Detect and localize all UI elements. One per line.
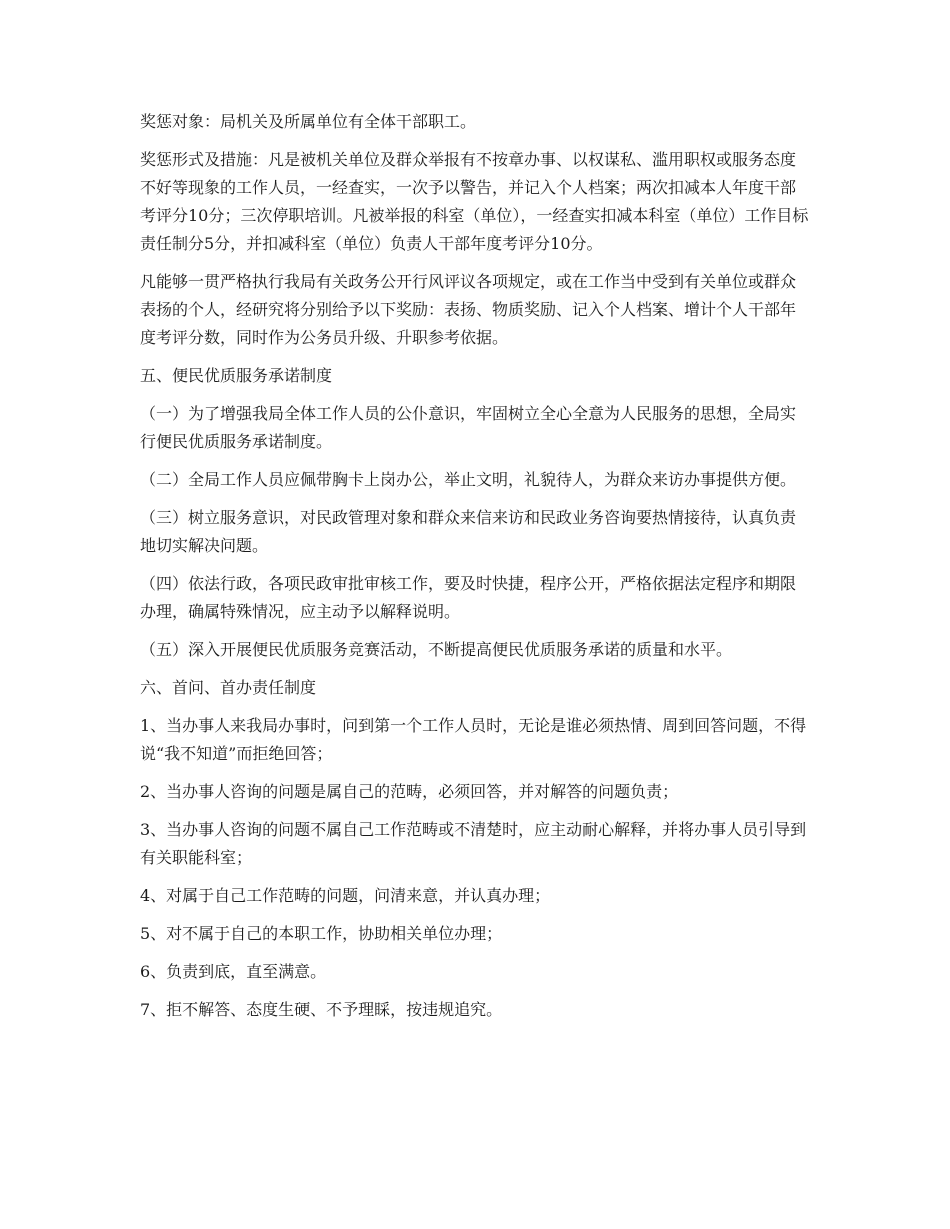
paragraph-reward-target: 奖惩对象：局机关及所属单位有全体干部职工。 (140, 112, 477, 131)
list-item-6-1: 1、当办事人来我局办事时，问到第一个工作人员时，无论是谁必须热情、周到回答问题，不得说“我不知道”而拒绝回答； (140, 716, 807, 763)
list-item-6-7: 7、拒不解答、态度生硬、不予理睬，按违规追究。 (140, 1000, 503, 1019)
list-item-6-2: 2、当办事人咨询的问题是属自己的范畴，必须回答，并对解答的问题负责； (140, 782, 679, 801)
list-item-5-1: （一）为了增强我局全体工作人员的公仆意识，牢固树立全心全意为人民服务的思想，全局实行便民优质服务承诺制度。 (140, 404, 797, 451)
list-item-6-3: 3、当办事人咨询的问题不属自己工作范畴或不清楚时，应主动耐心解释，并将办事人员引导到有关职能科室； (140, 820, 807, 867)
paragraph-reward-measures: 奖惩形式及措施：凡是被机关单位及群众举报有不按章办事、以权谋私、滥用职权或服务态度不好等现象的工作人员，一经查实，一次予以警告，并记入个人档案；两次扣减本人年度干部考评分10分；三次停职培训。凡被举报的科室（单位），一经查实扣减本科室（单位）工作目标责任制分5分，并扣减科室（单位）负责人干部年度考评分10分。 (140, 150, 809, 253)
list-item-5-3: （三）树立服务意识，对民政管理对象和群众来信来访和民政业务咨询要热情接待，认真负责地切实解决问题。 (140, 508, 797, 555)
list-item-5-2: （二）全局工作人员应佩带胸卡上岗办公，举止文明，礼貌待人，为群众来访办事提供方便。 (140, 470, 797, 489)
section-heading-6: 六、首问、首办责任制度 (140, 678, 317, 697)
paragraph-rewards-granted: 凡能够一贯严格执行我局有关政务公开行风评议各项规定，或在工作当中受到有关单位或群众表扬的个人，经研究将分别给予以下奖励：表扬、物质奖励、记入个人档案、增计个人干部年度考评分数，同时作为公务员升级、升职参考依据。 (140, 272, 797, 347)
list-item-6-5: 5、对不属于自己的本职工作，协助相关单位办理； (140, 924, 503, 943)
section-heading-5: 五、便民优质服务承诺制度 (140, 366, 333, 385)
document-body (140, 108, 810, 1034)
list-item-6-4: 4、对属于自己工作范畴的问题，问清来意，并认真办理； (140, 886, 551, 905)
list-item-5-5: （五）深入开展便民优质服务竞赛活动，不断提高便民优质服务承诺的质量和水平。 (140, 640, 733, 659)
list-item-5-4: （四）依法行政，各项民政审批审核工作，要及时快捷，程序公开，严格依据法定程序和期限办理，确属特殊情况，应主动予以解释说明。 (140, 574, 797, 621)
list-item-6-6: 6、负责到底，直至满意。 (140, 962, 327, 981)
